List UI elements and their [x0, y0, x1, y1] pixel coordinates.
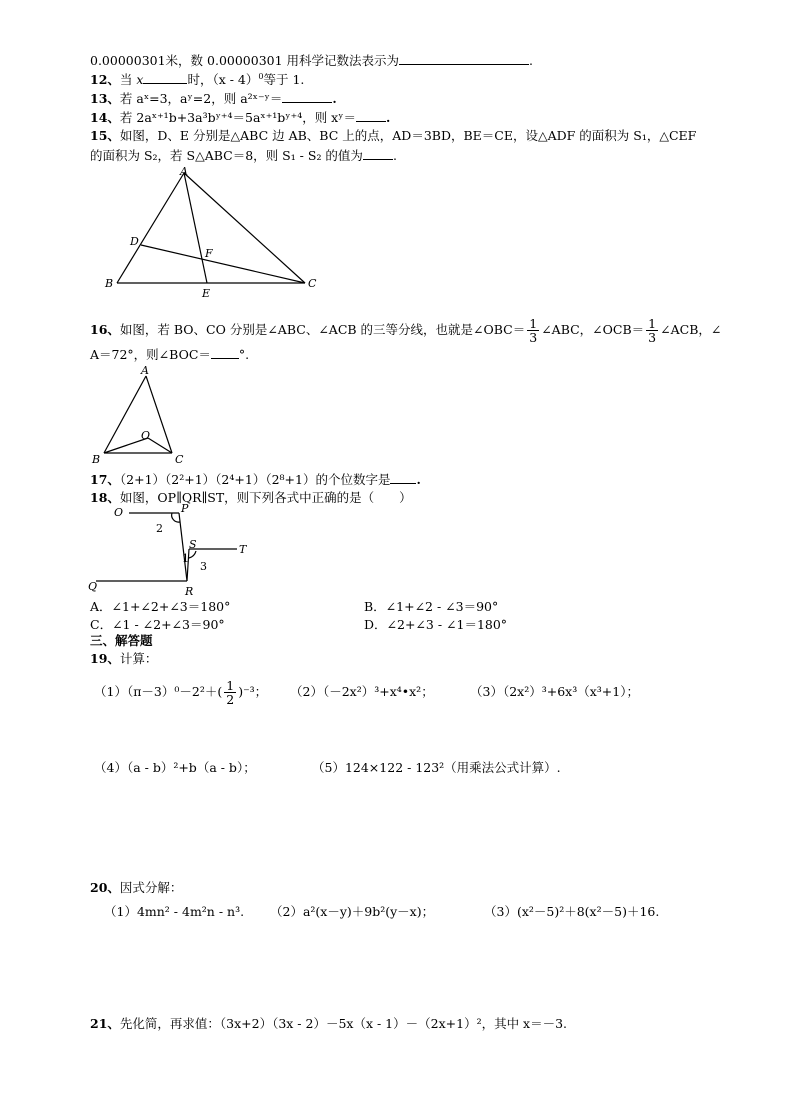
option-D[interactable]: D．∠2+∠3 - ∠1＝180°	[364, 617, 508, 632]
question-20: 20、因式分解：	[90, 880, 183, 895]
q20-part-2: （2）a²(x－y)＋9b²(y－x)；	[270, 904, 435, 919]
answer-blank	[399, 52, 529, 65]
q19-part-1: （1）（π－3）⁰－2²＋( $\frac{1}{2}$ )⁻³；	[94, 678, 268, 707]
label-E: E	[202, 287, 211, 300]
label-A: A	[141, 364, 149, 377]
q19-part-4: （4）（a - b）²+b（a - b）；	[94, 760, 256, 775]
label-C: C	[175, 453, 184, 466]
q19-part-5: （5）124×122 - 123²（用乘法公式计算）.	[312, 760, 561, 775]
question-21: 21、先化简，再求值：（3x+2）（3x - 2）－5x（x - 1）－（2x+1）²，其中 x＝－3.	[90, 1016, 568, 1031]
answer-blank	[282, 90, 332, 103]
q11-tail: 0.00000301米，数 0.00000301 用科学记数法表示为 .	[90, 53, 534, 68]
answer-blank	[390, 471, 416, 484]
q20-part-3: （3）(x²－5)²＋8(x²－5)＋16.	[484, 904, 660, 919]
triangle-figure-15	[100, 162, 330, 302]
angle-1-label: 1	[182, 552, 189, 565]
label-D: D	[130, 235, 139, 248]
option-B[interactable]: B．∠1+∠2 - ∠3＝90°	[364, 599, 499, 614]
label-O: O	[141, 429, 151, 442]
question-15: 15、如图，D、E 分别是△ABC 边 AB、BC 上的点，AD＝3BD，BE＝CE，设△ADF 的面积为 S₁，△CEF	[90, 128, 697, 143]
label-A: A	[180, 165, 188, 178]
angle-2-label: 2	[156, 522, 163, 535]
question-19: 19、计算：	[90, 651, 158, 666]
angle-3-label: 3	[200, 560, 207, 573]
label-R: R	[185, 585, 194, 597]
label-Q: Q	[88, 580, 98, 593]
label-F: F	[205, 247, 213, 260]
label-T: T	[239, 543, 247, 556]
question-16: 16、如图，若 BO、CO 分别是∠ABC、∠ACB 的三等分线，也就是∠OBC＝ $\frac{1}{3}$ ∠ABC，∠OCB＝ $\frac{1}{3}$ ∠ACB，∠	[90, 316, 722, 345]
question-15-line2: 的面积为 S₂，若 S△ABC＝8，则 S₁ - S₂ 的值为 .	[90, 148, 397, 163]
triangle-figure-16	[88, 362, 198, 470]
label-O: O	[114, 506, 124, 519]
q19-part-2: （2）（－2x²）³+x⁴•x²；	[290, 684, 434, 699]
fraction-one-third: $\frac{1}{3}$	[529, 316, 538, 345]
q20-part-1: （1）4mn² - 4m²n - n³.	[104, 904, 245, 919]
q19-part-3: （3）（2x²）³+6x³（x³+1）；	[470, 684, 639, 699]
answer-blank	[363, 147, 393, 160]
question-16-line2: A＝72°，则∠BOC＝ °.	[90, 347, 250, 362]
label-P: P	[181, 502, 189, 515]
answer-blank	[356, 109, 386, 122]
question-17: 17、（2+1）（2²+1）（2⁴+1）（2⁸+1）的个位数字是 .	[90, 472, 421, 487]
question-13: 13、若 aˣ=3，aʸ=2，则 a²ˣ⁻ʸ＝ .	[90, 91, 337, 106]
label-B: B	[92, 453, 101, 466]
parallel-lines-figure-18	[84, 500, 264, 597]
question-12: 12、当 x 时，（x - 4）$^0$等于 1.	[90, 71, 305, 87]
label-S: S	[189, 538, 197, 551]
section-heading: 三、解答题	[90, 633, 153, 648]
question-14: 14、若 2aˣ⁺¹b+3a³bʸ⁺⁴＝5aˣ⁺¹bʸ⁺⁴，则 xʸ＝ .	[90, 110, 391, 125]
option-A[interactable]: A．∠1+∠2+∠3＝180°	[90, 599, 231, 614]
label-C: C	[308, 277, 317, 290]
label-B: B	[105, 277, 114, 290]
option-C[interactable]: C．∠1 - ∠2+∠3＝90°	[90, 617, 225, 632]
fraction-one-third: $\frac{1}{3}$	[648, 316, 657, 345]
answer-blank	[211, 346, 239, 359]
question-18: 18、如图，OP∥QR∥ST，则下列各式中正确的是（ ）	[90, 490, 412, 505]
fraction-one-half: $\frac{1}{2}$	[226, 678, 235, 707]
answer-blank	[143, 71, 187, 84]
